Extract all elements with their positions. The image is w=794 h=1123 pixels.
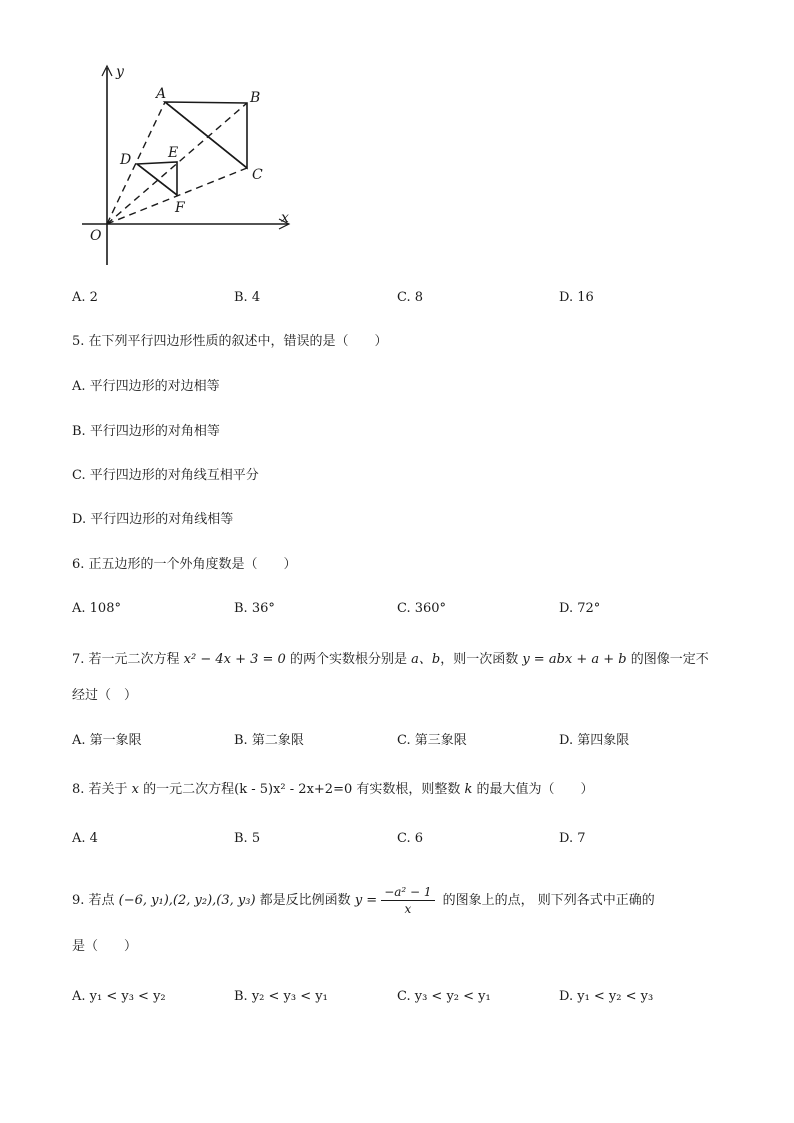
q6-option-a: A. 108° bbox=[72, 601, 121, 616]
q6-option-c: C. 360° bbox=[397, 601, 447, 616]
q9-stem-part2: 都是反比例函数 bbox=[255, 893, 355, 908]
q5-option-d: D. 平行四边形的对角线相等 bbox=[72, 512, 234, 527]
q4-option-d: D. 16 bbox=[559, 290, 594, 305]
q7-options bbox=[72, 731, 752, 751]
label-e: E bbox=[168, 145, 179, 161]
q7-stem-part3: ，则一次函数 bbox=[440, 652, 523, 667]
label-f: F bbox=[175, 200, 185, 216]
q7-stem-part4: 的图像一定不 bbox=[626, 652, 709, 667]
q8-stem-part1: 8. 若关于 bbox=[72, 782, 132, 797]
coordinate-figure bbox=[70, 58, 310, 273]
label-x: x bbox=[281, 210, 289, 226]
q8-option-a: A. 4 bbox=[72, 831, 98, 846]
q7-function: y = abx + a + b bbox=[522, 652, 627, 667]
q7-option-a: A. 第一象限 bbox=[72, 733, 142, 748]
q5-option-c: C. 平行四边形的对角线互相平分 bbox=[72, 468, 259, 483]
q9-fraction-numerator: −a² − 1 bbox=[381, 884, 434, 901]
q9-option-a: A. y₁ < y₃ < y₂ bbox=[72, 989, 166, 1004]
q9-option-c: C. y₃ < y₂ < y₁ bbox=[397, 989, 491, 1004]
q4-option-c: C. 8 bbox=[397, 290, 424, 305]
q8-var-x: x bbox=[131, 782, 140, 797]
q8-stem-part3: 的最大值为（ ） bbox=[472, 782, 594, 797]
q7-stem-line2: 经过（ ） bbox=[72, 688, 138, 703]
q9-options bbox=[72, 987, 752, 1007]
q8-option-d: D. 7 bbox=[559, 831, 586, 846]
q7-stem-part2: 的两个实数根分别是 bbox=[285, 652, 412, 667]
q9-option-b: B. y₂ < y₃ < y₁ bbox=[234, 989, 328, 1004]
q9-fraction bbox=[381, 884, 434, 917]
label-a: A bbox=[156, 86, 167, 102]
q7-equation: x² − 4x + 3 = 0 bbox=[183, 652, 286, 667]
label-b: B bbox=[250, 90, 261, 106]
q7-option-d: D. 第四象限 bbox=[559, 733, 630, 748]
q5-option-a: A. 平行四边形的对边相等 bbox=[72, 379, 220, 394]
q9-option-d: D. y₁ < y₂ < y₃ bbox=[559, 989, 654, 1004]
q4-option-a: A. 2 bbox=[72, 290, 98, 305]
q9-stem-part3: 的图象上的点， 则下列各式中正确的 bbox=[438, 893, 655, 908]
q8-stem-part2: 的一元二次方程(k - 5)x² - 2x+2=0 有实数根，则整数 bbox=[139, 782, 465, 797]
q5-option-b: B. 平行四边形的对角相等 bbox=[72, 424, 220, 439]
q7-stem-line1 bbox=[72, 650, 709, 670]
q8-var-k: k bbox=[464, 782, 473, 797]
q6-option-d: D. 72° bbox=[559, 601, 601, 616]
q7-roots: a、b bbox=[411, 652, 441, 667]
q9-func-lhs: y = bbox=[354, 893, 378, 908]
q8-stem bbox=[72, 780, 594, 800]
q4-option-b: B. 4 bbox=[234, 290, 261, 305]
q7-stem-part1: 7. 若一元二次方程 bbox=[72, 652, 184, 667]
q5-stem: 5. 在下列平行四边形性质的叙述中，错误的是（ ） bbox=[72, 334, 388, 349]
q8-options bbox=[72, 829, 752, 849]
q8-option-b: B. 5 bbox=[234, 831, 261, 846]
q4-options bbox=[72, 288, 752, 308]
q9-stem-part1: 9. 若点 bbox=[72, 893, 119, 908]
label-c: C bbox=[252, 167, 263, 183]
q6-options bbox=[72, 599, 752, 619]
q9-stem-line1 bbox=[72, 884, 655, 917]
label-d: D bbox=[120, 152, 132, 168]
q7-option-b: B. 第二象限 bbox=[234, 733, 304, 748]
q8-option-c: C. 6 bbox=[397, 831, 424, 846]
label-y: y bbox=[116, 64, 124, 80]
label-o: O bbox=[90, 228, 102, 244]
q7-option-c: C. 第三象限 bbox=[397, 733, 467, 748]
q9-points: (−6, y₁),(2, y₂),(3, y₃) bbox=[118, 893, 256, 908]
q9-fraction-denominator: x bbox=[404, 902, 412, 916]
q9-stem-line2: 是（ ） bbox=[72, 939, 138, 954]
q6-stem: 6. 正五边形的一个外角度数是（ ） bbox=[72, 557, 297, 572]
q6-option-b: B. 36° bbox=[234, 601, 275, 616]
